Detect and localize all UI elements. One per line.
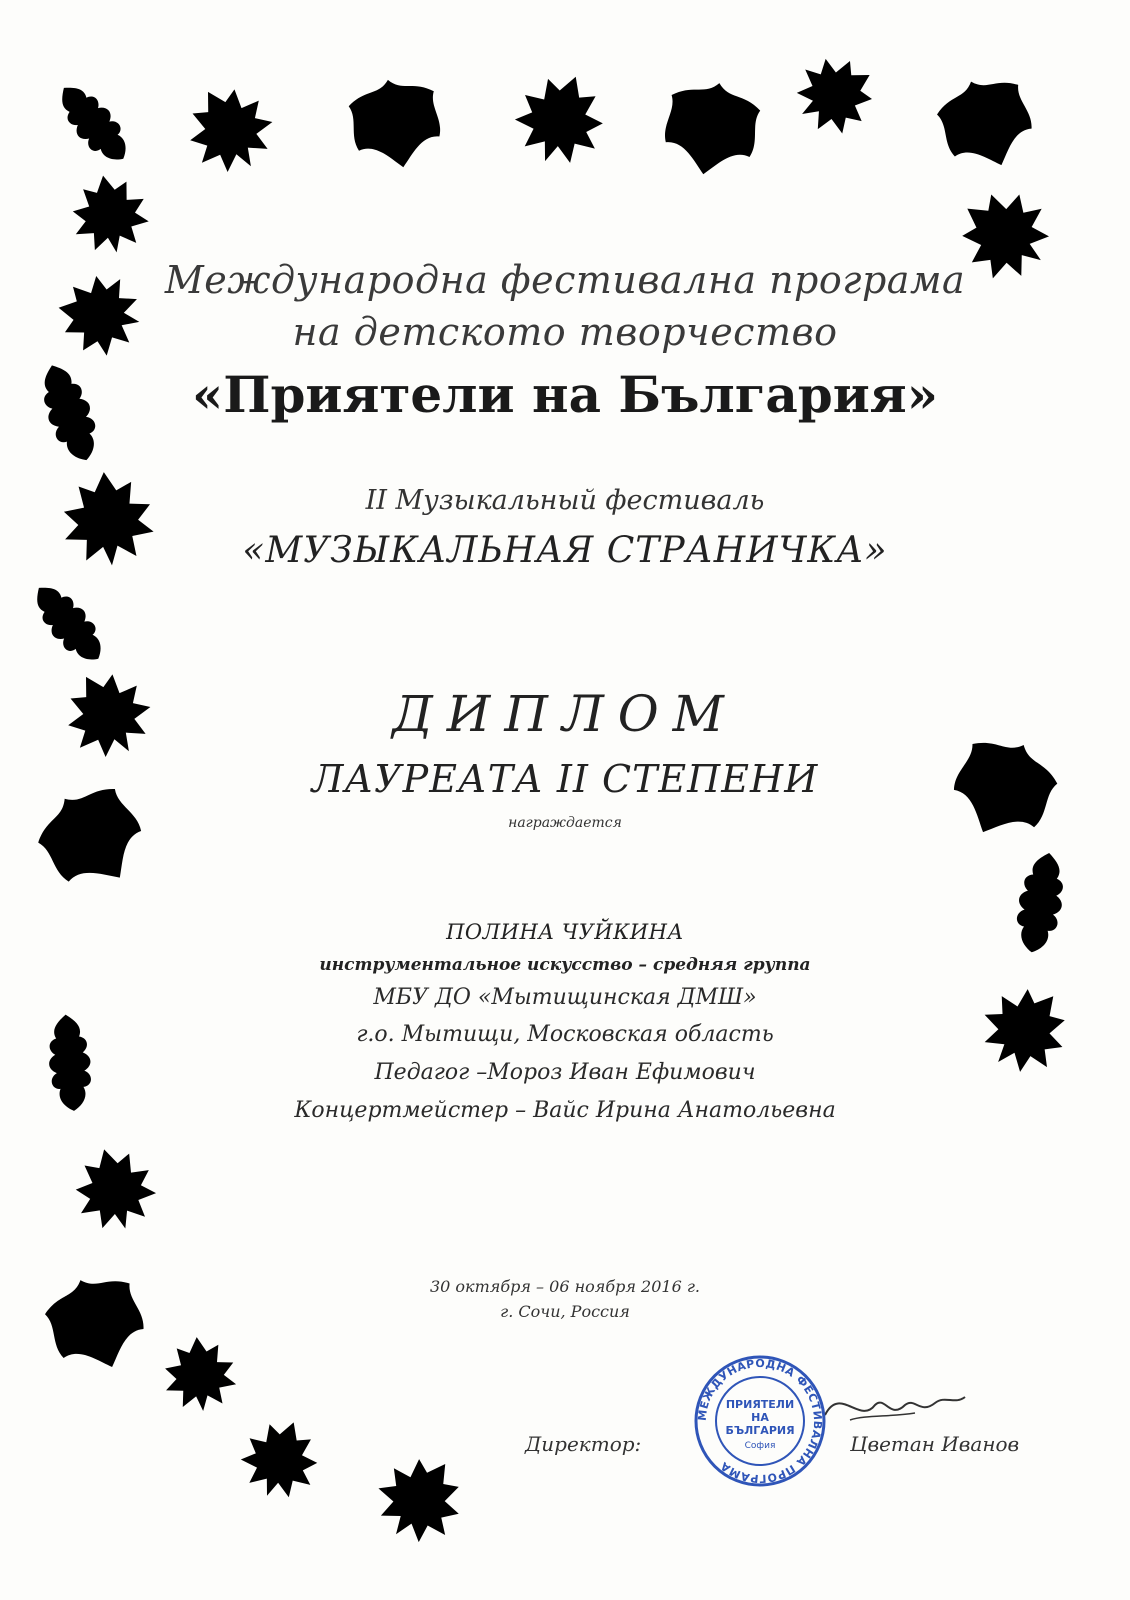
- awarded-label: награждается: [508, 815, 622, 831]
- organization-stamp: [692, 1353, 828, 1489]
- leaf-icon: [496, 62, 616, 201]
- stamp-ring-text: МЕЖДУНАРОДНА ФЕСТИВАЛНА ПРОГРАМА: [695, 1356, 825, 1486]
- director-signature: [820, 1375, 970, 1445]
- recipient-location: г.о. Мытищи, Московская область: [356, 1022, 774, 1047]
- stamp-center-line3: БЪЛГАРИЯ: [725, 1424, 795, 1437]
- event-dates: 30 октября – 06 ноября 2016 г.: [429, 1277, 701, 1296]
- program-name: «Приятели на България»: [192, 365, 938, 424]
- recipient-name: ПОЛИНА ЧУЙКИНА: [446, 920, 684, 944]
- leaf-icon: [763, 43, 888, 158]
- leaf-icon: [930, 67, 1051, 207]
- laureate-degree: ЛАУРЕАТА II СТЕПЕНИ: [311, 757, 819, 801]
- director-label: Директор:: [525, 1432, 642, 1456]
- program-title-line2: на детското творчество: [292, 310, 838, 354]
- stamp-center-line1: ПРИЯТЕЛИ: [725, 1398, 795, 1411]
- leaf-icon: [345, 72, 451, 203]
- diploma-title: ДИПЛОМ: [392, 685, 738, 743]
- festival-name: «МУЗЫКАЛЬНАЯ СТРАНИЧКА»: [242, 530, 888, 571]
- leaf-icon: [49, 75, 154, 190]
- leaf-icon: [24, 575, 129, 690]
- leaf-icon: [67, 1139, 170, 1263]
- leaf-icon: [654, 75, 764, 211]
- program-title-line1: Международна фестивална програма: [164, 258, 966, 302]
- leaf-icon: [348, 1441, 479, 1580]
- leaf-icon: [173, 72, 300, 210]
- recipient-category: инструментальное искусство – средняя группа: [319, 955, 811, 975]
- stamp-city: София: [744, 1441, 776, 1451]
- director-name: Цветан Иванов: [850, 1432, 1020, 1456]
- leaf-icon: [162, 1334, 240, 1437]
- festival-line: II Музыкальный фестиваль: [365, 485, 765, 516]
- leaf-icon: [224, 1410, 328, 1531]
- recipient-school: МБУ ДО «Мытищинская ДМШ»: [373, 985, 757, 1010]
- recipient-accompanist: Концертмейстер – Вайс Ирина Анатольевна: [294, 1098, 836, 1123]
- recipient-teacher: Педагог –Мороз Иван Ефимович: [374, 1060, 756, 1085]
- stamp-center-line2: НА: [751, 1411, 769, 1424]
- event-place: г. Сочи, Россия: [500, 1302, 630, 1321]
